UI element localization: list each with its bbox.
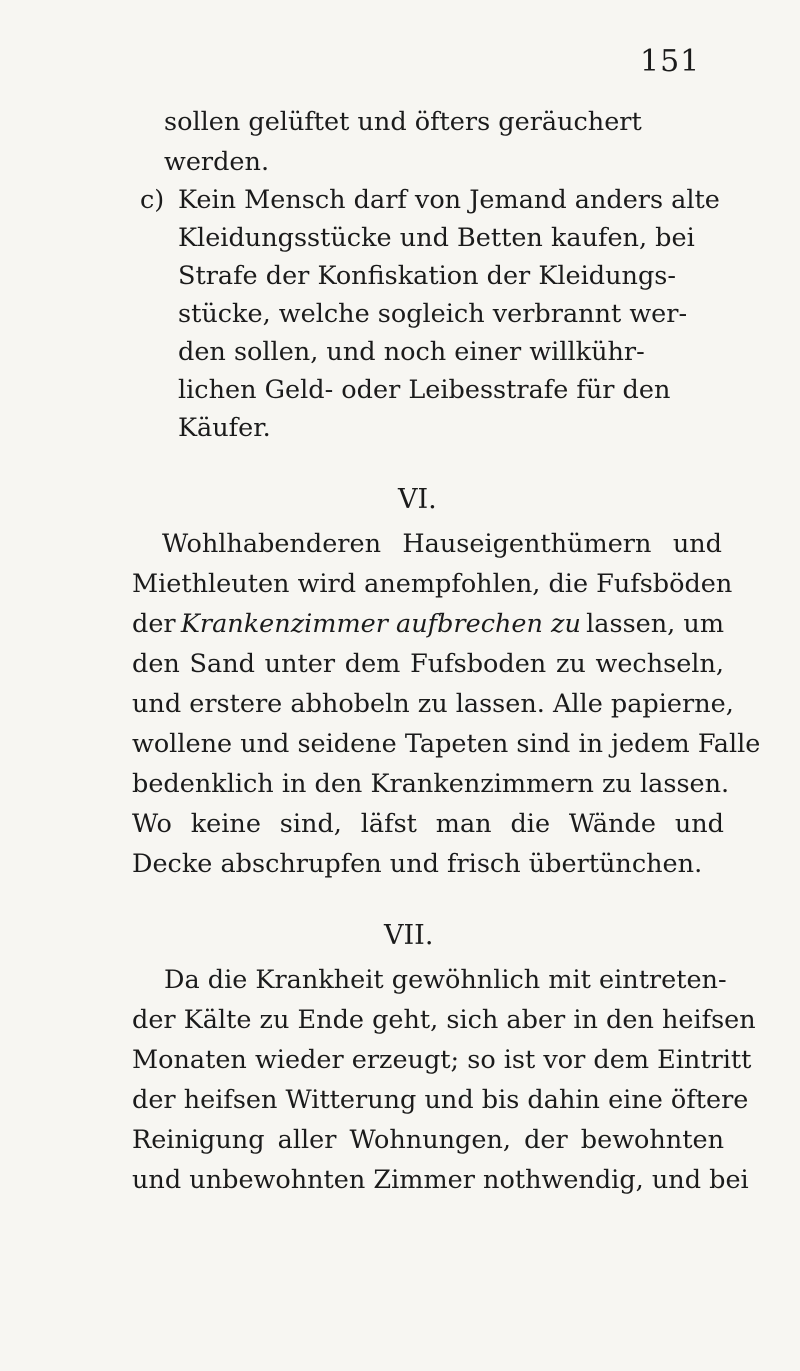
- text-line: Miethleuten wird anempfohlen, die Fufsböden: [132, 569, 733, 599]
- text-line: Strafe der Konfiskation der Kleidungs-: [178, 261, 676, 291]
- text-line: bedenklich in den Krankenzimmern zu lassen.: [132, 769, 730, 799]
- text-line: den Sand unter dem Fufsboden zu wechseln,: [132, 649, 724, 679]
- text-line: wollene und seidene Tapeten sind in jedem Falle: [132, 729, 761, 759]
- text-span: der: [132, 609, 176, 639]
- text-line: lichen Geld- oder Leibesstrafe für den: [178, 375, 671, 405]
- text-line: Da die Krankheit gewöhnlich mit eintreten-: [164, 965, 727, 995]
- list-marker: c): [140, 185, 165, 215]
- text-line: der Kälte zu Ende geht, sich aber in den heifsen: [132, 1005, 756, 1035]
- section-heading-vii: VII.: [384, 920, 434, 951]
- text-line: Käufer.: [178, 413, 271, 443]
- text-line: Reinigung aller Wohnungen, der bewohnten: [132, 1125, 724, 1155]
- text-span: lassen, um: [586, 609, 724, 639]
- section-heading-vi: VI.: [398, 484, 437, 515]
- text-line: und erstere abhobeln zu lassen. Alle papierne,: [132, 689, 734, 719]
- text-line: Monaten wieder erzeugt; so ist vor dem Eintritt: [132, 1045, 752, 1075]
- text-line: den sollen, und noch einer willkühr-: [178, 337, 645, 367]
- emphasis-text: Krankenzimmer aufbrechen zu: [180, 609, 581, 639]
- text-line: stücke, welche sogleich verbrannt wer-: [178, 299, 688, 329]
- page-number: 151: [640, 44, 701, 79]
- text-line: werden.: [164, 147, 270, 177]
- text-line: Wo keine sind, läfst man die Wände und: [132, 809, 724, 839]
- text-line: Kleidungsstücke und Betten kaufen, bei: [178, 223, 695, 253]
- text-line: und unbewohnten Zimmer nothwendig, und bei: [132, 1165, 749, 1195]
- text-line: der heifsen Witterung und bis dahin eine öftere: [132, 1085, 749, 1115]
- text-line: [132, 609, 724, 639]
- text-line: Decke abschrupfen und frisch übertünchen.: [132, 849, 703, 879]
- text-line: Wohlhabenderen Hauseigenthümern und: [162, 529, 722, 559]
- text-line: sollen gelüftet und öfters geräuchert: [164, 107, 642, 137]
- text-line: Kein Mensch darf von Jemand anders alte: [178, 185, 720, 215]
